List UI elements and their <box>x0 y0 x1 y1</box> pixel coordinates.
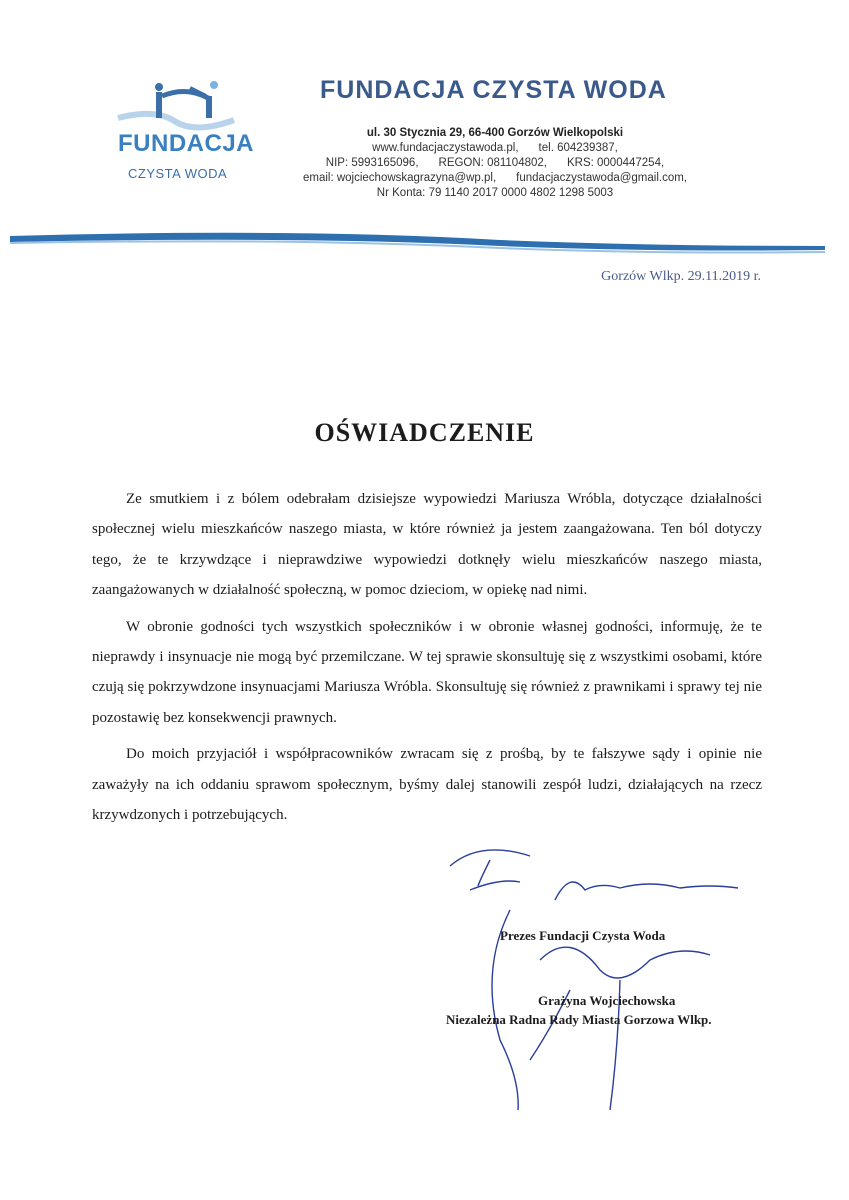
signatory-title: Niezależna Radna Rady Miasta Gorzowa Wlkp. <box>446 1012 712 1027</box>
contact-block <box>290 126 700 201</box>
phone: tel. 604239387, <box>538 142 618 154</box>
letter-heading: OŚWIADCZENIE <box>314 418 535 447</box>
regon: REGON: 081104802, <box>438 157 547 169</box>
organization-title: FUNDACJA CZYSTA WODA <box>320 76 667 104</box>
nip: NIP: 5993165096, <box>325 157 419 169</box>
address: ul. 30 Stycznia 29, 66-400 Gorzów Wielkopolski <box>366 127 624 139</box>
foundation-logo <box>108 78 258 190</box>
krs: KRS: 0000447254, <box>566 157 665 169</box>
logo-name: FUNDACJA <box>118 130 254 157</box>
letter-date: Gorzów Wlkp. 29.11.2019 r. <box>601 269 761 284</box>
letter-body <box>92 484 762 836</box>
signatory-role: Prezes Fundacji Czysta Woda <box>500 928 666 943</box>
email-primary: email: wojciechowskagrazyna@wp.pl, <box>302 172 497 184</box>
paragraph: Do moich przyjaciół i współpracowników zwracam się z prośbą, by te fałszywe sądy i opinie nie zaważyły na ich oddaniu sprawom społecznym, byśmy dalej stanowili zespół ludzi, działających na rzecz krzywdzonych i potrzebujących. <box>92 746 762 824</box>
website: www.fundacjaczystawoda.pl, <box>372 142 519 154</box>
logo-subtitle: CZYSTA WODA <box>128 166 228 181</box>
paragraph: Ze smutkiem i z bólem odebrałam dzisiejsze wypowiedzi Mariusza Wróbla, dotyczące działalności społecznej wielu mieszkańców naszego miasta, w które również ja jestem zaangażowana. Ten ból dotyczy tego, że te krzywdzące i nieprawdziwe wypowiedzi dotknęły wielu mieszkańców naszego miasta, zaangażowanych w działalność społeczną, w pomoc dzieciom, w opiekę nad nimi. <box>92 491 762 599</box>
header-divider-swoosh <box>0 222 849 262</box>
signatory-name: Grażyna Wojciechowska <box>538 993 676 1008</box>
bank-account: Nr Konta: 79 1140 2017 0000 4802 1298 5003 <box>376 187 614 199</box>
water-figures-icon <box>116 78 236 134</box>
email-secondary: fundacjaczystawoda@gmail.com, <box>516 172 688 184</box>
paragraph: W obronie godności tych wszystkich społeczników i w obronie własnej godności, informuję, że te nieprawdy i insynuacje nie mogą być przemilczane. W tej sprawie skonsultuję się z wszystkimi osobami, które czują się pokrzywdzone insynuacjami Mariusza Wróbla. Skonsultuję się również z prawnikami i sprawy tej nie pozostawię bez konsekwencji prawnych. <box>92 618 762 726</box>
handwritten-signature <box>420 830 760 1120</box>
